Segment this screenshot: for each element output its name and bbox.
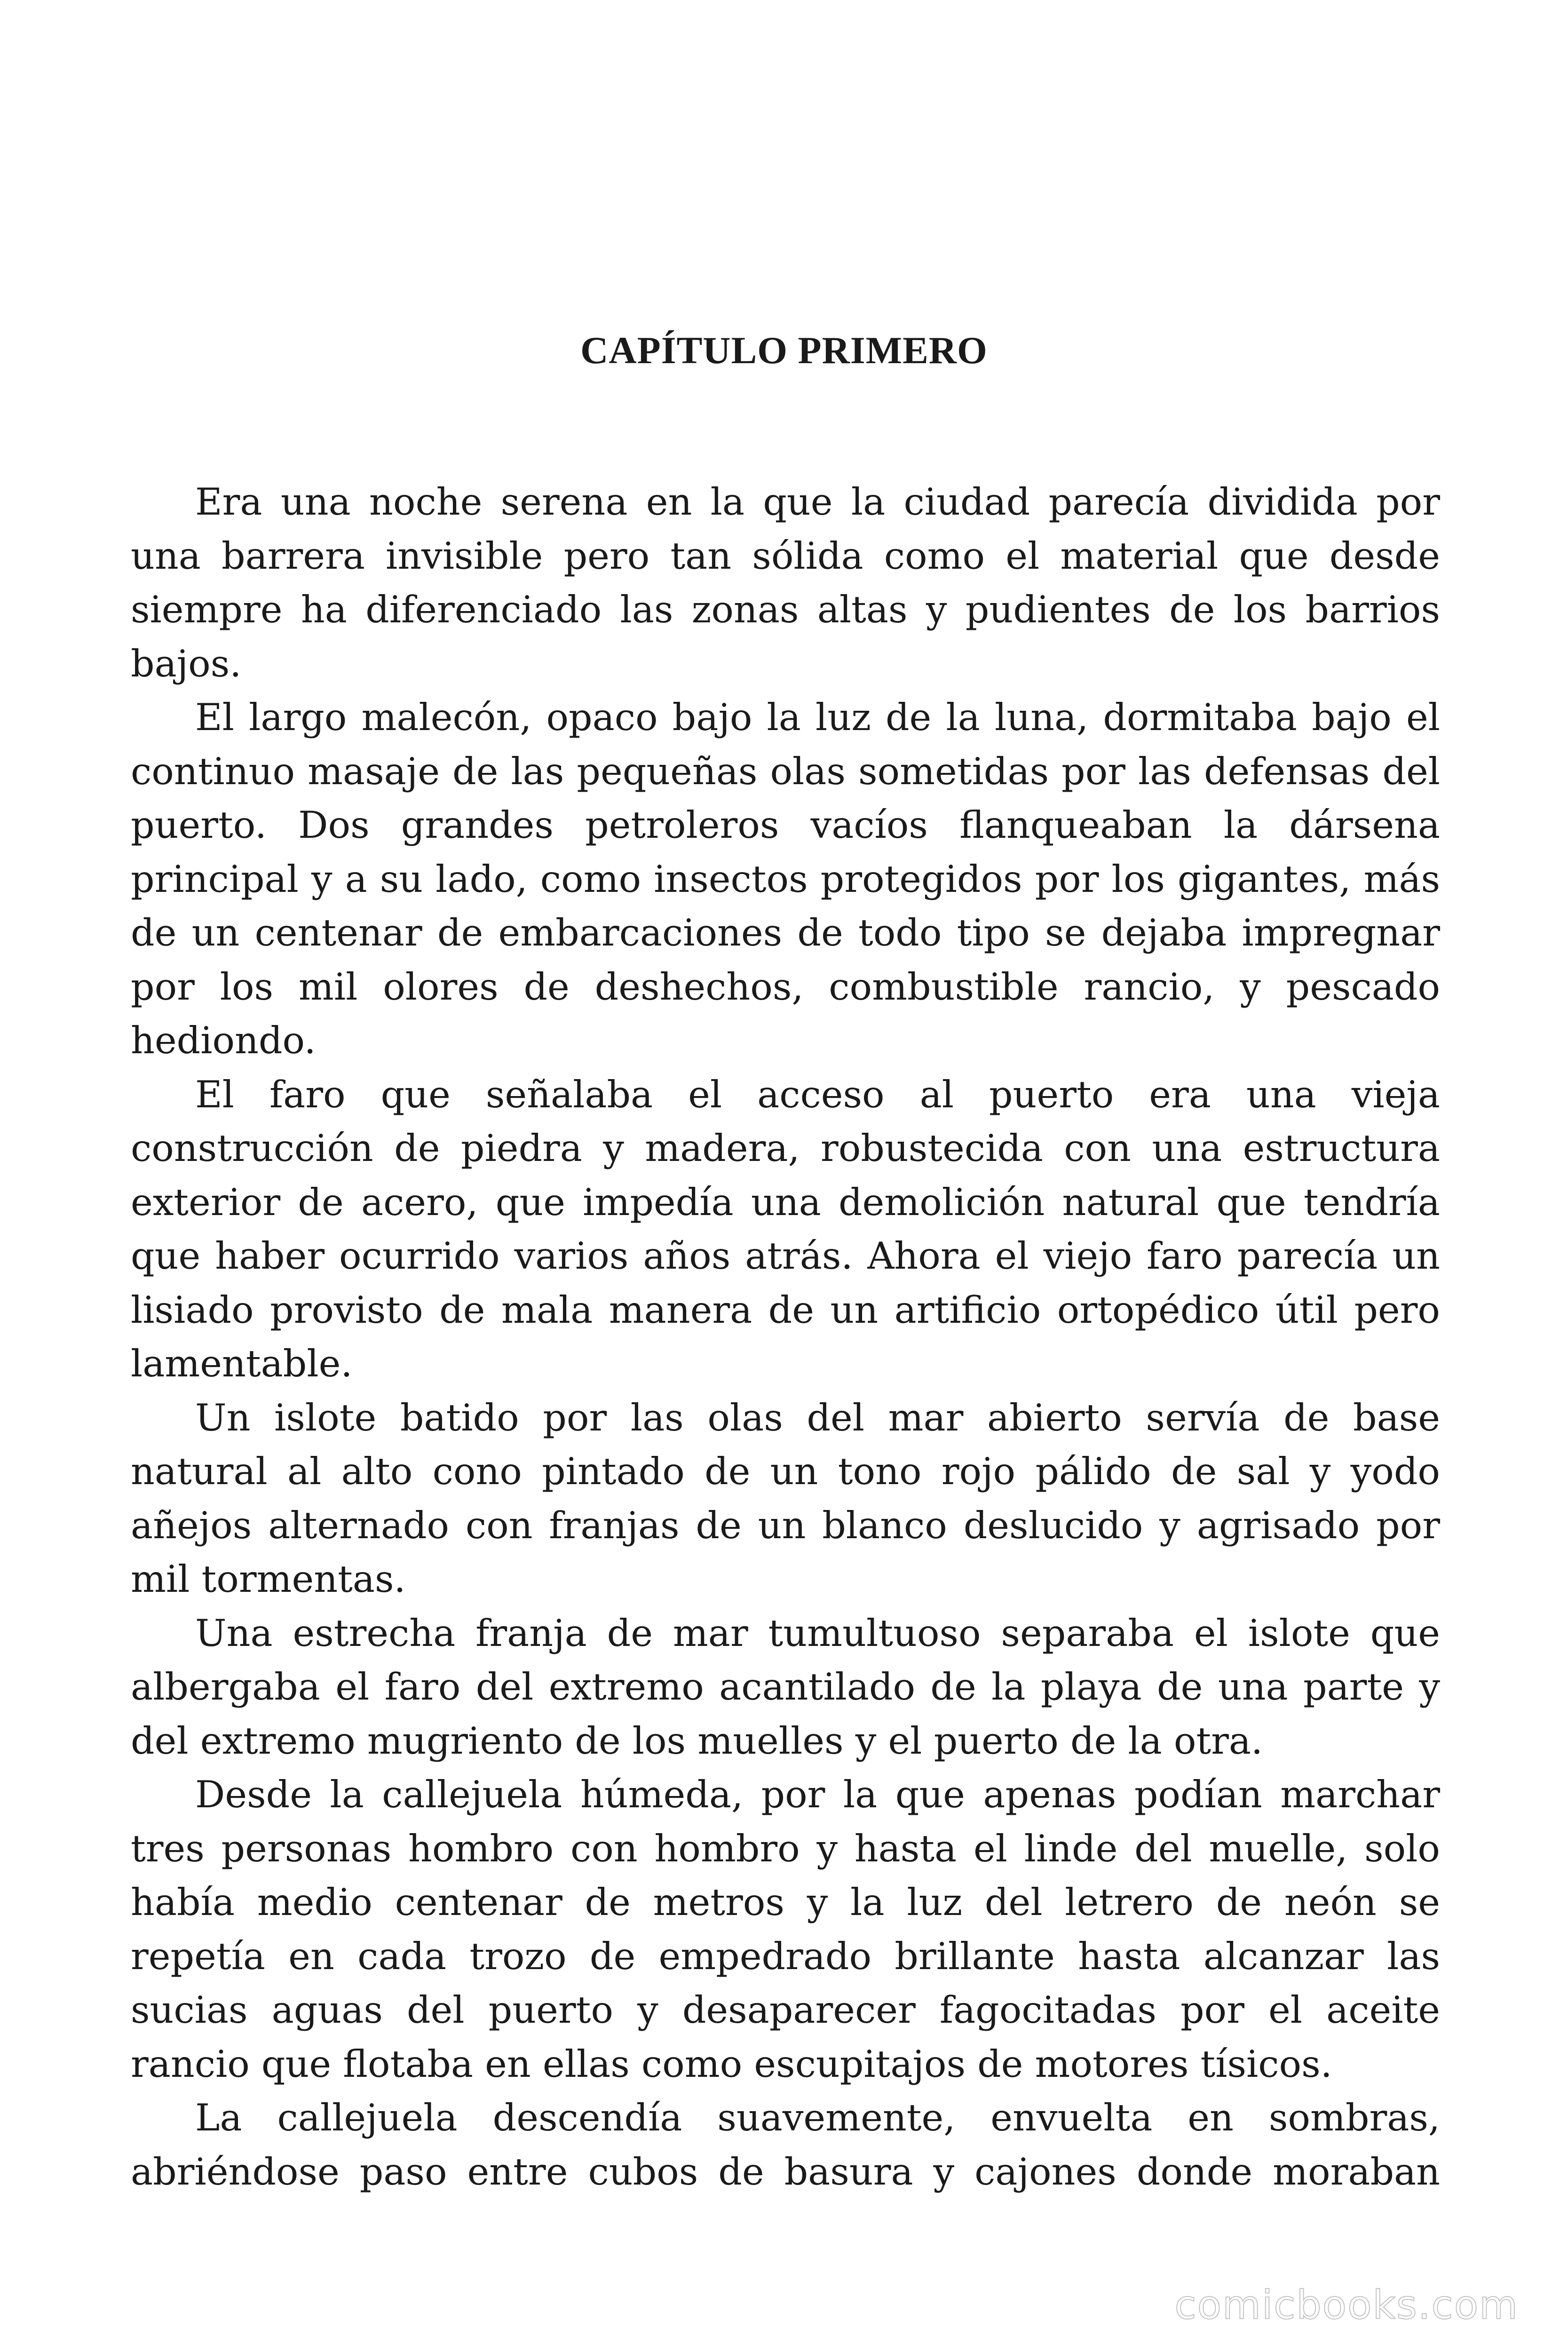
paragraph: El faro que señalaba el acceso al puerto era una vieja construcción de piedra y madera, robustecida con una estructura exterior de acero, que impedía una demolición natural que tendría que haber ocurrido varios años atrás. Ahora el viejo faro parecía un lisiado provisto de mala manera de un artificio ortopédico útil pero lamentable. <box>131 1073 1440 1385</box>
paragraph: Era una noche serena en la que la ciudad parecía dividida por una barrera invisible pero tan sólida como el material que desde siempre ha diferenciado las zonas altas y pudientes de los barrios bajos. <box>131 480 1440 685</box>
site-watermark: comicbooks.com <box>1174 2282 1519 2328</box>
paragraph-continued: La callejuela descendía suavemente, envuelta en sombras, abriéndose paso entre cubos de basura y cajones donde moraban <box>131 2096 1440 2193</box>
paragraph: Una estrecha franja de mar tumultuoso separaba el islote que albergaba el faro del extremo acantilado de la playa de una parte y del extremo mugriento de los muelles y el puerto de la otra. <box>131 1611 1440 1763</box>
paragraph: Un islote batido por las olas del mar abierto servía de base natural al alto cono pintado de un tono rojo pálido de sal y yodo añejos alternado con franjas de un blanco deslucido y agrisado por mil tormentas. <box>131 1396 1440 1601</box>
paragraph: Desde la callejuela húmeda, por la que apenas podían marchar tres personas hombro con hombro y hasta el linde del muelle, solo había medio centenar de metros y la luz del letrero de neón se repetía en cada trozo de empedrado brillante hasta alcanzar las sucias aguas del puerto y desaparecer fagocitadas por el aceite rancio que flotaba en ellas como escupitajos de motores tísicos. <box>131 1773 1440 2086</box>
chapter-title: CAPÍTULO PRIMERO <box>580 329 988 372</box>
chapter-body <box>131 475 1440 2199</box>
paragraph: El largo malecón, opaco bajo la luz de la luna, dormitaba bajo el continuo masaje de las pequeñas olas sometidas por las defensas del puerto. Dos grandes petroleros vacíos flanqueaban la dársena principal y a su lado, como insectos protegidos por los gigantes, más de un centenar de embarcaciones de todo tipo se dejaba impregnar por los mil olores de deshechos, combustible rancio, y pescado hediondo. <box>131 696 1440 1062</box>
